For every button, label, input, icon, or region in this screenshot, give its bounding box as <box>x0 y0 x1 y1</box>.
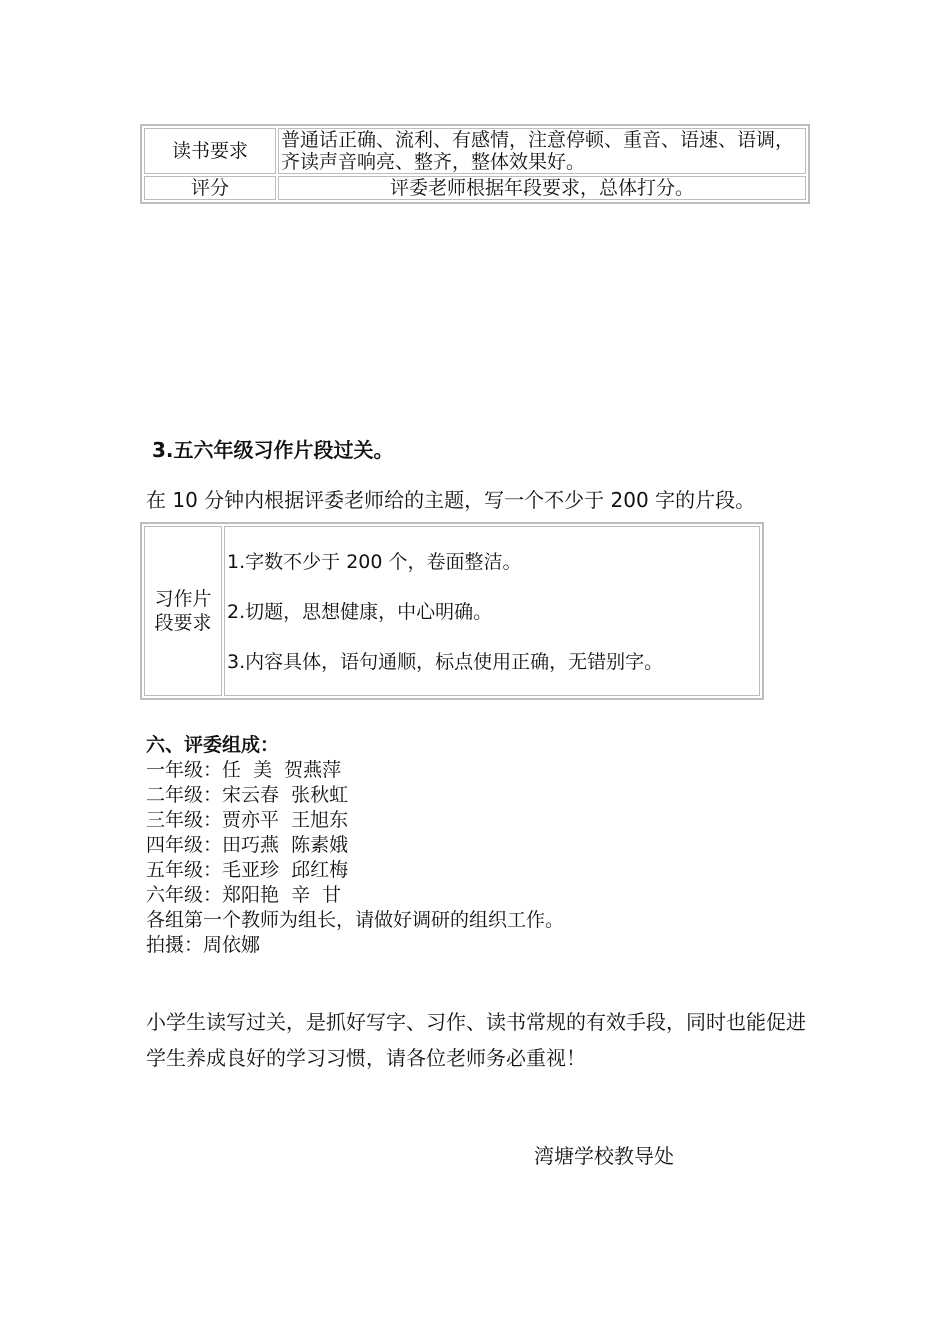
intro-word-count: 200 <box>610 488 649 512</box>
intro-text-c: 字的片段。 <box>648 488 756 512</box>
writing-requirement-list <box>224 526 760 696</box>
requirement-item-3 <box>227 637 757 687</box>
requirement-number: 2. <box>227 601 246 623</box>
requirement-text: 个，卷面整洁。 <box>382 551 522 573</box>
section-3-title <box>152 434 394 463</box>
table-row <box>144 526 760 696</box>
intro-minutes: 10 <box>172 488 198 512</box>
reading-requirements-table <box>140 124 810 204</box>
requirement-text: 切题，思想健康，中心明确。 <box>245 601 493 623</box>
judges-line: 四年级：田巧燕 陈素娥 <box>146 834 349 856</box>
judges-line: 六年级：郑阳艳 辛 甘 <box>146 884 342 906</box>
requirement-count: 200 <box>346 551 383 573</box>
requirement-number: 1. <box>227 551 246 573</box>
table-row <box>144 128 806 174</box>
intro-text-a: 在 <box>146 488 173 512</box>
closing-paragraph: 小学生读写过关，是抓好写字、习作、读书常规的有效手段，同时也能促进学生养成良好的学习习惯，请各位老师务必重视！ <box>146 1010 806 1070</box>
section-3-number: 3. <box>152 438 174 462</box>
judges-line: 二年级：宋云春 张秋虹 <box>146 784 349 806</box>
requirement-item-1 <box>227 537 757 587</box>
writing-requirement-label: 习作片段要求 <box>144 526 222 696</box>
scoring-text: 评委老师根据年段要求，总体打分。 <box>278 176 806 200</box>
judges-section <box>146 733 564 958</box>
writing-requirements-table <box>140 522 764 700</box>
judges-note: 各组第一个教师为组长，请做好调研的组织工作。 <box>146 909 565 931</box>
photographer-line: 拍摄：周依娜 <box>146 934 261 956</box>
judges-line: 一年级：任 美 贺燕萍 <box>146 759 342 781</box>
requirement-text: 字数不少于 <box>245 551 347 573</box>
requirement-text: 内容具体，语句通顺，标点使用正确，无错别字。 <box>245 651 664 673</box>
judges-heading: 六、评委组成： <box>146 734 280 756</box>
section-3-heading: 五六年级习作片段过关。 <box>173 438 394 462</box>
table-row <box>144 176 806 200</box>
judges-line: 三年级：贾亦平 王旭东 <box>146 809 349 831</box>
reading-requirement-text: 普通话正确、流利、有感情，注意停顿、重音、语速、语调，齐读声音响亮、整齐，整体效果好。 <box>278 128 806 174</box>
scoring-label: 评分 <box>144 176 276 200</box>
intro-text-b: 分钟内根据评委老师给的主题，写一个不少于 <box>197 488 611 512</box>
requirement-number: 3. <box>227 651 246 673</box>
signature: 湾塘学校教导处 <box>534 1144 674 1168</box>
reading-requirement-label: 读书要求 <box>144 128 276 174</box>
requirement-item-2 <box>227 587 757 637</box>
section-3-intro <box>146 484 755 513</box>
judges-line: 五年级：毛亚珍 邱红梅 <box>146 859 349 881</box>
